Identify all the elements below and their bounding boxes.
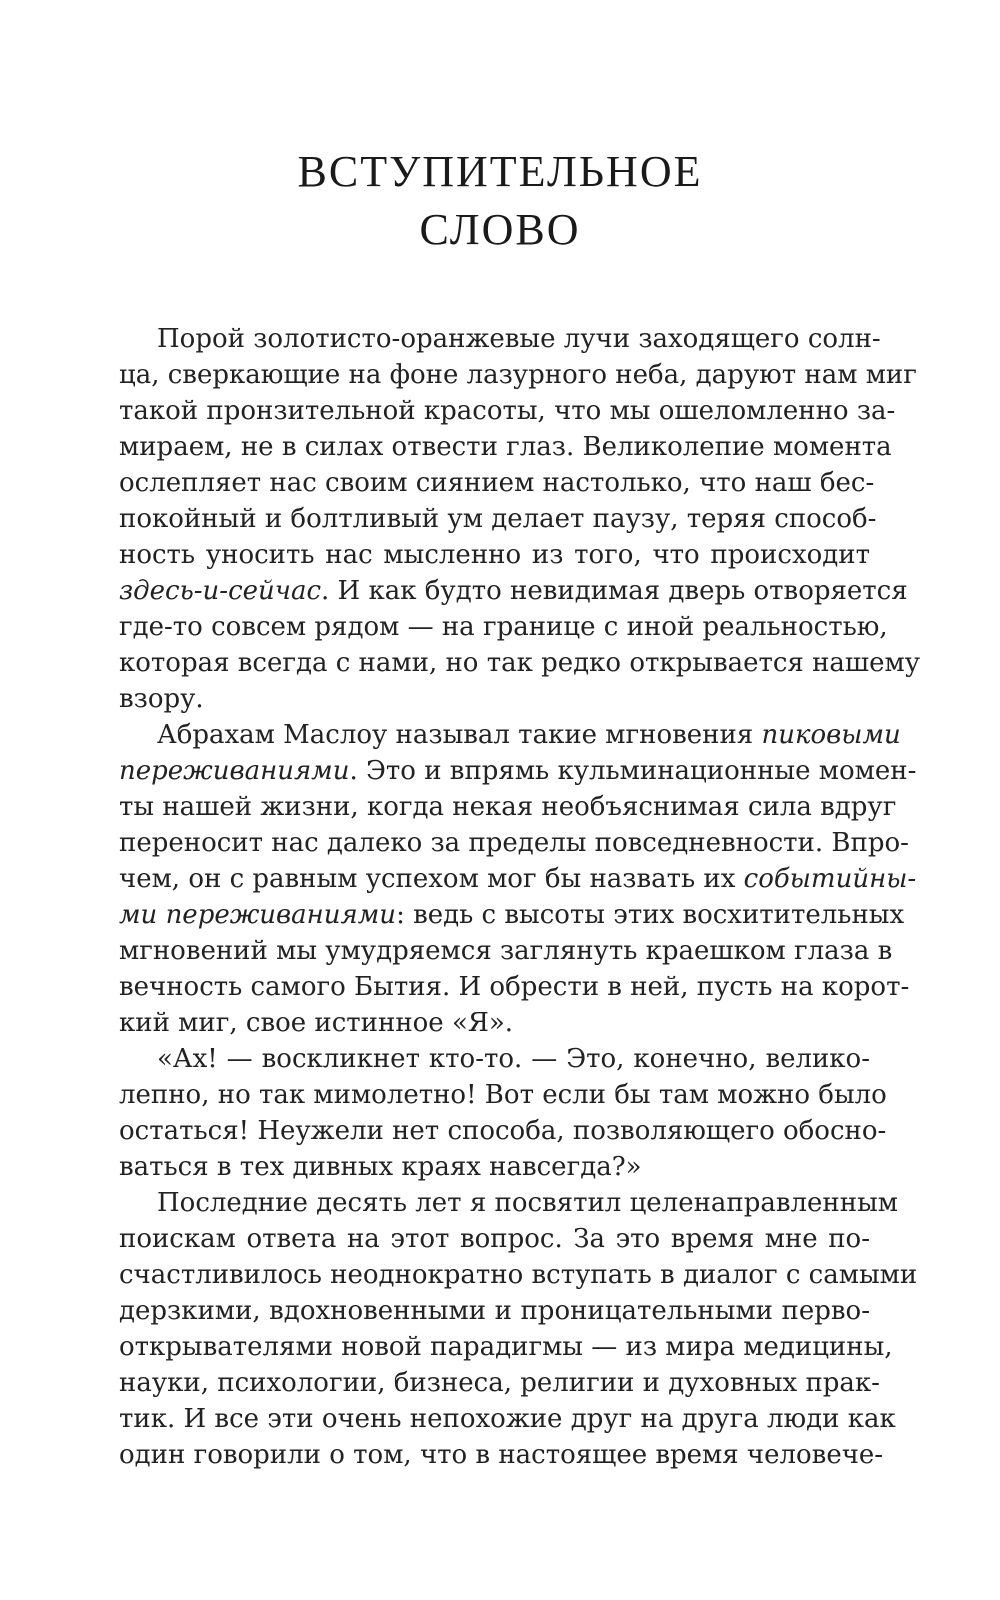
text-line: [119, 573, 908, 609]
text-segment: тик. И все эти очень непохожие друг на друга люди как: [119, 1404, 896, 1434]
text-line: [119, 1221, 870, 1257]
italic-text: ми переживаниями: [119, 900, 397, 930]
chapter-title-line-1: ВСТУПИТЕЛЬНОЕ: [297, 147, 703, 196]
text-segment: счастливилось неоднократно вступать в диалог с самыми: [119, 1260, 918, 1290]
text-segment: чем, он с равным успехом мог бы назвать их: [119, 864, 744, 894]
text-line: [119, 1329, 893, 1365]
text-segment: дерзкими, вдохновенными и проницательными перво-: [119, 1296, 870, 1326]
text-segment: «Ах! — воскликнет кто-то. — Это, конечно, велико-: [157, 1044, 870, 1074]
text-line: [119, 357, 917, 393]
text-segment: Порой золотисто-оранжевые лучи заходящего солн-: [157, 324, 881, 354]
chapter-title: [0, 143, 1000, 259]
text-line: [119, 429, 892, 465]
text-segment: . И как будто невидимая дверь отворяется: [321, 576, 908, 606]
text-line: [119, 501, 877, 537]
text-line: [119, 681, 870, 717]
text-line: [119, 537, 870, 573]
text-segment: ослепляет нас своим сиянием настолько, что наш бес-: [119, 468, 875, 498]
italic-text: событийны-: [743, 864, 917, 894]
text-segment: вечность самого Бытия. И обрести в ней, пусть на корот-: [119, 972, 910, 1002]
paragraph: [119, 1185, 918, 1473]
text-segment: где-то совсем рядом — на границе с иной реальностью,: [119, 612, 888, 642]
paragraph: [119, 321, 920, 717]
text-line: [119, 1293, 870, 1329]
text-segment: поискам ответа на этот вопрос. За это время мне по-: [119, 1224, 870, 1254]
text-line: [119, 1437, 884, 1473]
text-line: [119, 825, 909, 861]
text-segment: Последние десять лет я посвятил целенаправленным: [157, 1188, 898, 1218]
text-line: [119, 1077, 887, 1113]
text-segment: покойный и болтливый ум делает паузу, теряя способ-: [119, 504, 877, 534]
italic-text: пиковыми: [761, 720, 901, 750]
text-segment: науки, психологии, бизнеса, религии и духовных прак-: [119, 1368, 880, 1398]
text-line: [119, 1113, 887, 1149]
text-segment: ваться в тех дивных краях навсегда?»: [119, 1152, 642, 1182]
italic-text: переживаниями: [119, 756, 350, 786]
text-segment: открывателями новой парадигмы — из мира медицины,: [119, 1332, 893, 1362]
text-segment: мираем, не в силах отвести глаз. Великолепие момента: [119, 432, 892, 462]
chapter-title-line-2: СЛОВО: [419, 205, 581, 254]
text-line: [119, 321, 881, 357]
text-line: [119, 393, 896, 429]
italic-text: здесь-и-сейчас: [119, 576, 322, 606]
body-text: [119, 321, 920, 1473]
paragraph: [119, 717, 917, 1041]
text-segment: Абрахам Маслоу называл такие мгновения: [157, 720, 762, 750]
text-line: [119, 717, 901, 753]
text-segment: ность уносить нас мысленно из того, что происходит: [119, 540, 870, 570]
text-line: [119, 753, 917, 789]
text-segment: взору.: [119, 684, 204, 714]
text-segment: . Это и впрямь кульминационные момен-: [349, 756, 917, 786]
text-segment: ты нашей жизни, когда некая необъяснимая сила вдруг: [119, 792, 897, 822]
text-segment: ца, сверкающие на фоне лазурного неба, даруют нам миг: [119, 360, 917, 390]
text-line: [119, 465, 875, 501]
text-line: [119, 1365, 880, 1401]
text-line: [119, 1041, 870, 1077]
text-line: [119, 1401, 896, 1437]
text-line: [119, 789, 897, 825]
text-segment: один говорили о том, что в настоящее время человече-: [119, 1440, 884, 1470]
text-line: [119, 609, 888, 645]
paragraph: [119, 1041, 887, 1185]
text-segment: мгновений мы умудряемся заглянуть краешком глаза в: [119, 936, 893, 966]
text-segment: кий миг, свое истинное «Я».: [119, 1008, 514, 1038]
text-line: [119, 1185, 898, 1221]
text-line: [119, 1257, 918, 1293]
text-segment: которая всегда с нами, но так редко открывается нашему: [119, 648, 920, 678]
text-segment: остаться! Неужели нет способа, позволяющего обосно-: [119, 1116, 887, 1146]
text-segment: такой пронзительной красоты, что мы ошеломленно за-: [119, 396, 896, 426]
text-line: [119, 969, 910, 1005]
text-line: [119, 897, 905, 933]
text-segment: лепно, но так мимолетно! Вот если бы там можно было: [119, 1080, 887, 1110]
text-segment: переносит нас далеко за пределы повседневности. Впро-: [119, 828, 909, 858]
text-line: [119, 645, 920, 681]
text-line: [119, 933, 893, 969]
text-line: [119, 861, 917, 897]
text-line: [119, 1005, 870, 1041]
text-line: [119, 1149, 870, 1185]
text-segment: : ведь с высоты этих восхитительных: [396, 900, 905, 930]
